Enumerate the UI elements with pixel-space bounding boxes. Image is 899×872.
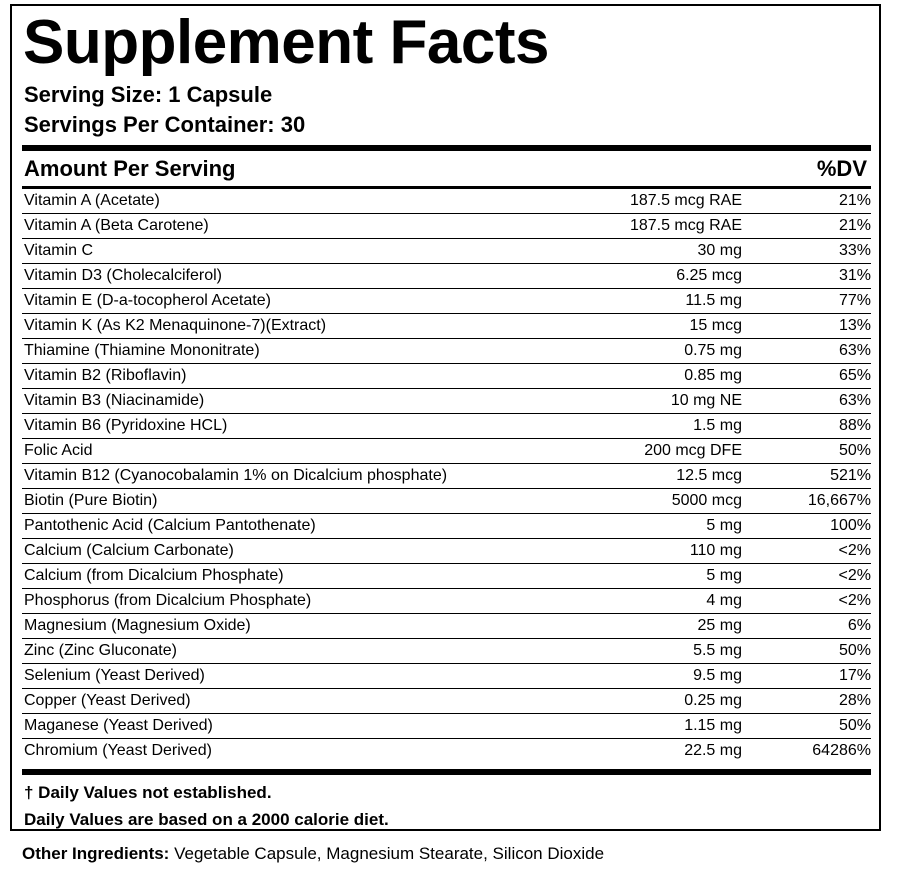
- nutrient-name: Calcium (from Dicalcium Phosphate): [24, 567, 284, 584]
- table-row: [22, 464, 871, 489]
- nutrient-name: Folic Acid: [24, 442, 93, 459]
- table-row: [22, 214, 871, 239]
- nutrient-dv: <2%: [838, 542, 871, 559]
- nutrient-dv: 13%: [838, 317, 871, 334]
- table-row: [22, 689, 871, 714]
- panel-title: Supplement Facts: [23, 8, 549, 77]
- nutrient-amount: 5.5 mg: [693, 642, 742, 659]
- nutrient-name: Vitamin K (As K2 Menaquinone-7)(Extract): [24, 317, 327, 334]
- nutrient-amount: 12.5 mcg: [676, 467, 742, 484]
- table-row: [22, 314, 871, 339]
- table-row: [22, 414, 871, 439]
- table-row: [22, 539, 871, 564]
- nutrient-dv: 21%: [838, 217, 871, 234]
- table-row: [22, 589, 871, 614]
- nutrient-amount: 5000 mcg: [671, 492, 742, 509]
- other-ingredients-text: Vegetable Capsule, Magnesium Stearate, Silicon Dioxide: [169, 844, 605, 863]
- nutrient-name: Zinc (Zinc Gluconate): [24, 642, 177, 659]
- table-row: [22, 664, 871, 689]
- thick-divider-bottom: [22, 769, 871, 775]
- nutrient-amount: 5 mg: [706, 517, 742, 534]
- table-row: [22, 714, 871, 739]
- nutrient-dv: 50%: [838, 717, 871, 734]
- nutrient-table: [22, 189, 871, 763]
- nutrient-dv: 100%: [830, 517, 871, 534]
- nutrient-name: Magnesium (Magnesium Oxide): [24, 617, 251, 634]
- table-row: [22, 239, 871, 264]
- table-row: [22, 514, 871, 539]
- nutrient-name: Copper (Yeast Derived): [24, 692, 191, 709]
- nutrient-dv: 88%: [838, 417, 871, 434]
- nutrient-amount: 4 mg: [706, 592, 742, 609]
- table-row: [22, 489, 871, 514]
- dv-header: %DV: [816, 156, 867, 181]
- other-ingredients: [22, 843, 604, 865]
- nutrient-amount: 15 mcg: [689, 317, 742, 334]
- nutrient-dv: 16,667%: [807, 492, 871, 509]
- nutrient-amount: 0.85 mg: [684, 367, 742, 384]
- supplement-facts-panel: [10, 4, 881, 831]
- other-ingredients-label: Other Ingredients:: [22, 844, 170, 863]
- table-row: [22, 439, 871, 464]
- nutrient-name: Vitamin C: [24, 242, 94, 259]
- nutrient-name: Vitamin A (Beta Carotene): [24, 217, 209, 234]
- serving-size: Serving Size: 1 Capsule: [24, 82, 273, 107]
- table-row: [22, 564, 871, 589]
- nutrient-dv: 63%: [838, 392, 871, 409]
- nutrient-dv: 17%: [838, 667, 871, 684]
- table-row: [22, 614, 871, 639]
- table-row: [22, 389, 871, 414]
- nutrient-dv: <2%: [838, 567, 871, 584]
- nutrient-amount: 22.5 mg: [684, 742, 742, 759]
- nutrient-name: Phosphorus (from Dicalcium Phosphate): [24, 592, 312, 609]
- table-row: [22, 364, 871, 389]
- nutrient-name: Calcium (Calcium Carbonate): [24, 542, 234, 559]
- nutrient-dv: 521%: [830, 467, 871, 484]
- table-row: [22, 289, 871, 314]
- nutrient-name: Vitamin B3 (Niacinamide): [24, 392, 205, 409]
- nutrient-dv: 64286%: [812, 742, 871, 759]
- nutrient-name: Vitamin D3 (Cholecalciferol): [24, 267, 222, 284]
- nutrient-name: Maganese (Yeast Derived): [24, 717, 213, 734]
- footnote-calorie-basis: Daily Values are based on a 2000 calorie diet.: [24, 810, 389, 829]
- nutrient-dv: 50%: [838, 642, 871, 659]
- nutrient-name: Vitamin E (D-a-tocopherol Acetate): [24, 292, 271, 309]
- nutrient-name: Selenium (Yeast Derived): [24, 667, 205, 684]
- nutrient-name: Vitamin B6 (Pyridoxine HCL): [24, 417, 228, 434]
- table-row: [22, 639, 871, 664]
- thick-divider-top: [22, 145, 871, 151]
- nutrient-dv: 63%: [838, 342, 871, 359]
- nutrient-name: Biotin (Pure Biotin): [24, 492, 158, 509]
- nutrient-amount: 1.5 mg: [693, 417, 742, 434]
- nutrient-amount: 10 mg NE: [670, 392, 742, 409]
- nutrient-amount: 0.25 mg: [684, 692, 742, 709]
- nutrient-amount: 110 mg: [689, 542, 742, 559]
- nutrient-dv: 28%: [838, 692, 871, 709]
- table-row: [22, 264, 871, 289]
- nutrient-amount: 187.5 mcg RAE: [629, 192, 742, 209]
- footnote-not-established: † Daily Values not established.: [24, 783, 272, 802]
- nutrient-name: Thiamine (Thiamine Mononitrate): [24, 342, 260, 359]
- nutrient-dv: 33%: [838, 242, 871, 259]
- nutrient-dv: <2%: [838, 592, 871, 609]
- nutrient-dv: 50%: [838, 442, 871, 459]
- table-row: [22, 189, 871, 214]
- amount-per-serving-header: Amount Per Serving: [24, 156, 236, 181]
- nutrient-dv: 65%: [838, 367, 871, 384]
- nutrient-dv: 31%: [838, 267, 871, 284]
- nutrient-name: Pantothenic Acid (Calcium Pantothenate): [24, 517, 316, 534]
- nutrient-amount: 6.25 mcg: [676, 267, 742, 284]
- nutrient-name: Vitamin A (Acetate): [24, 192, 160, 209]
- nutrient-amount: 11.5 mg: [685, 292, 742, 309]
- nutrient-amount: 1.15 mg: [684, 717, 742, 734]
- table-row: [22, 339, 871, 364]
- nutrient-amount: 187.5 mcg RAE: [629, 217, 742, 234]
- nutrient-name: Vitamin B2 (Riboflavin): [24, 367, 187, 384]
- nutrient-dv: 21%: [838, 192, 871, 209]
- nutrient-amount: 30 mg: [697, 242, 742, 259]
- nutrient-amount: 200 mcg DFE: [644, 442, 742, 459]
- nutrient-dv: 6%: [847, 617, 871, 634]
- nutrient-amount: 5 mg: [706, 567, 742, 584]
- nutrient-dv: 77%: [838, 292, 871, 309]
- column-header-row: [24, 153, 873, 185]
- nutrient-amount: 0.75 mg: [684, 342, 742, 359]
- nutrient-amount: 25 mg: [697, 617, 742, 634]
- nutrient-amount: 9.5 mg: [693, 667, 742, 684]
- nutrient-name: Chromium (Yeast Derived): [24, 742, 212, 759]
- nutrient-name: Vitamin B12 (Cyanocobalamin 1% on Dicalcium phosphate): [24, 467, 448, 484]
- servings-per-container: Servings Per Container: 30: [24, 112, 306, 137]
- table-row: [22, 739, 871, 763]
